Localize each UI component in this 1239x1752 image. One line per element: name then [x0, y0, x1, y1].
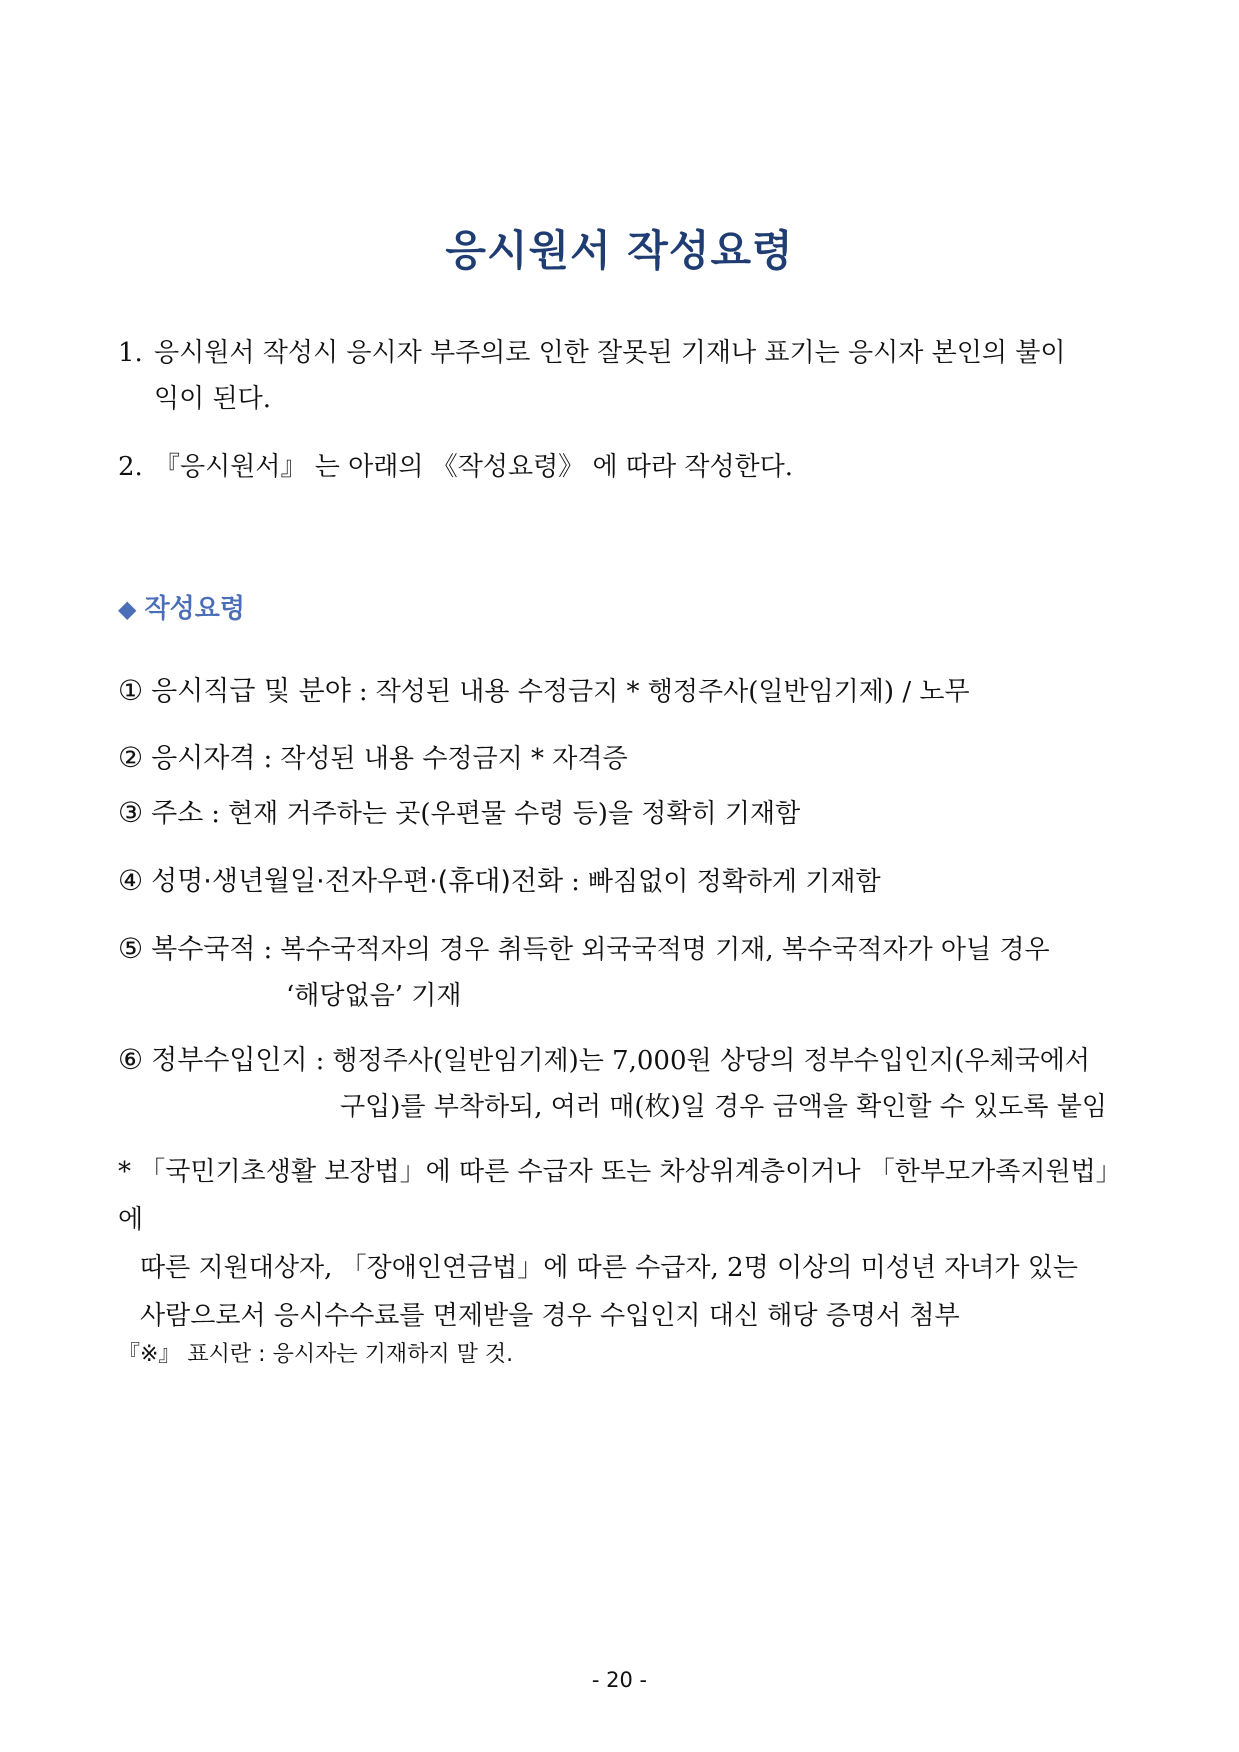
intro-item-number: 1. — [118, 338, 143, 368]
item-text: 행정주사(일반임기제)는 7,000원 상당의 정부수입인지(우체국에서 — [332, 1046, 1090, 1076]
item-separator: : — [315, 1046, 325, 1076]
item-text: 작성된 내용 수정금지 * 행정주사(일반임기제) / 노무 — [375, 677, 970, 707]
item-number: ② — [118, 741, 144, 774]
intro-item-1 — [118, 330, 1128, 422]
item-label: 복수국적 — [151, 934, 256, 965]
item-separator: : — [571, 867, 580, 897]
item-separator: : — [358, 677, 368, 707]
item-separator: : — [211, 799, 221, 829]
item-text-continuation: ‘해당없음’ 기재 — [286, 981, 462, 1011]
guide-item-1 — [118, 668, 1128, 715]
item-separator: : — [263, 935, 273, 965]
diamond-bullet-icon: ◆ — [118, 595, 137, 623]
guide-item-2 — [118, 735, 1128, 782]
item-number: ⑥ — [118, 1043, 144, 1076]
note-line: 따른 지원대상자, 「장애인연금법」에 따른 수급자, 2명 이상의 미성년 자녀가 있는 — [140, 1253, 1079, 1283]
mark-field-note: 『※』 표시란 : 응시자는 기재하지 말 것. — [118, 1342, 514, 1367]
guide-item-6 — [118, 1037, 1128, 1130]
item-label: 주소 — [151, 798, 204, 829]
guide-item-3 — [118, 790, 1128, 837]
item-label: 응시직급 및 분야 — [151, 676, 351, 707]
item-number: ⑤ — [118, 932, 144, 965]
section-title: 작성요령 — [144, 594, 245, 624]
intro-item-text: 응시원서 작성시 응시자 부주의로 인한 잘못된 기재나 표기는 응시자 본인의 불이 — [154, 338, 1066, 368]
intro-item-continuation: 익이 된다. — [154, 384, 271, 414]
item-number: ③ — [118, 796, 144, 829]
section-heading — [118, 588, 245, 625]
item-text-continuation: 구입)를 부착하되, 여러 매(枚)일 경우 금액을 확인할 수 있도록 붙임 — [340, 1092, 1107, 1122]
page-title: 응시원서 작성요령 — [445, 226, 794, 275]
note-line: 사람으로서 응시수수료를 면제받을 경우 수입인지 대신 해당 증명서 첨부 — [140, 1301, 960, 1331]
item-label: 성명·생년월일·전자우편·(휴대)전화 — [151, 866, 564, 897]
item-text: 복수국적자의 경우 취득한 외국국적명 기재, 복수국적자가 아닐 경우 — [280, 935, 1050, 965]
guide-item-4 — [118, 858, 1128, 905]
guide-item-5 — [118, 926, 1128, 1019]
item-number: ① — [118, 674, 144, 707]
item-text: 빠짐없이 정확하게 기재함 — [587, 867, 881, 897]
fee-exemption-note — [118, 1148, 1128, 1340]
intro-item-2 — [118, 444, 1128, 490]
item-separator: : — [263, 744, 273, 774]
intro-item-text: 『응시원서』 는 아래의 《작성요령》 에 따라 작성한다. — [154, 452, 794, 482]
note-line: * 「국민기초생활 보장법」에 따른 수급자 또는 차상위계층이거나 「한부모가족지원법」에 — [118, 1157, 1122, 1235]
intro-item-number: 2. — [118, 452, 143, 482]
item-label: 응시자격 — [151, 743, 256, 774]
item-text: 현재 거주하는 곳(우편물 수령 등)을 정확히 기재함 — [228, 799, 801, 829]
item-label: 정부수입인지 — [151, 1045, 308, 1076]
item-text: 작성된 내용 수정금지 * 자격증 — [280, 744, 628, 774]
item-number: ④ — [118, 864, 144, 897]
page-number: - 20 - — [591, 1668, 648, 1692]
